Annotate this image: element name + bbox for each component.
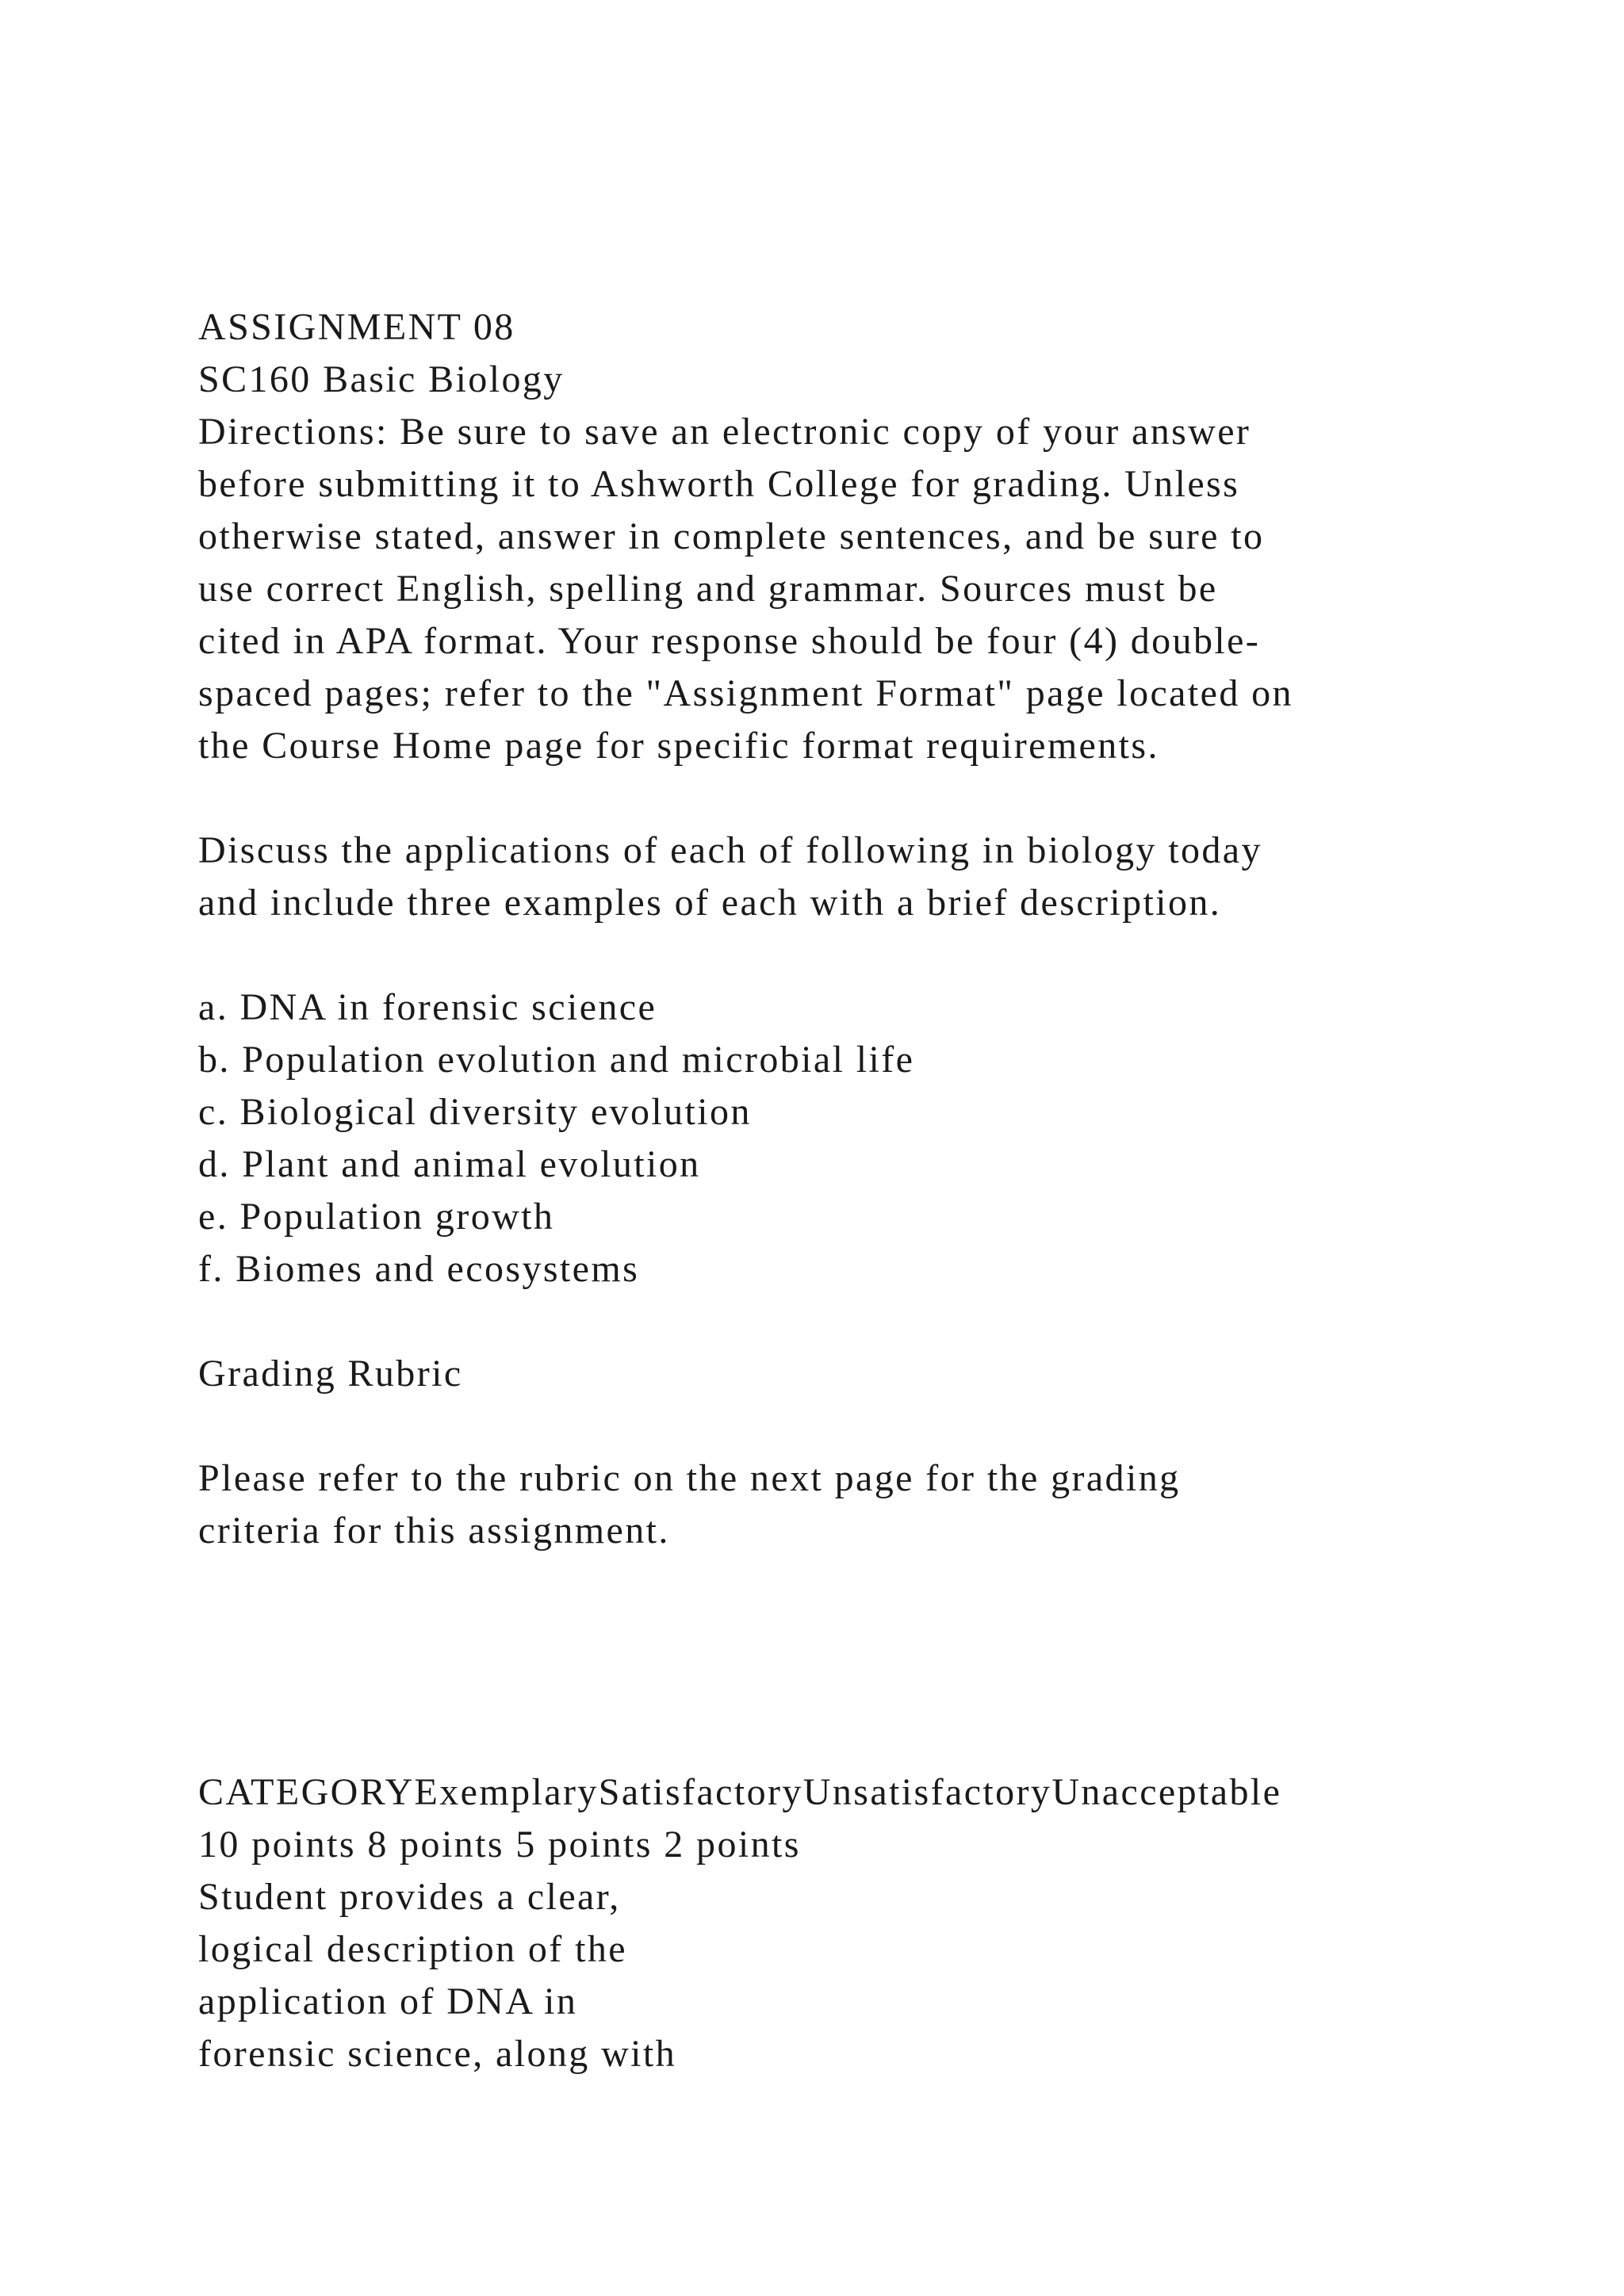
directions-line: use correct English, spelling and grammar. Sources must be xyxy=(198,568,1218,610)
rubric-criterion-line: logical description of the xyxy=(198,1928,627,1970)
directions-line: spaced pages; refer to the "Assignment Format" page located on xyxy=(198,672,1293,714)
rubric-points-row: 10 points 8 points 5 points 2 points xyxy=(198,1823,801,1866)
rubric-note xyxy=(198,1452,1483,1557)
rubric-table-text xyxy=(198,1766,1483,2080)
document-page xyxy=(198,301,1483,2080)
directions-line: the Course Home page for specific format requirements. xyxy=(198,725,1159,767)
list-item: e. Population growth xyxy=(198,1196,555,1238)
assignment-title: ASSIGNMENT 08 xyxy=(198,306,515,348)
list-item: f. Biomes and ecosystems xyxy=(198,1248,640,1290)
prompt-paragraph xyxy=(198,825,1483,929)
prompt-line: and include three examples of each with a brief description. xyxy=(198,882,1222,924)
topic-list xyxy=(198,982,1483,1295)
course-title: SC160 Basic Biology xyxy=(198,358,565,400)
list-item: d. Plant and animal evolution xyxy=(198,1143,701,1185)
rubric-criterion-line: Student provides a clear, xyxy=(198,1876,621,1918)
directions-line: cited in APA format. Your response should be four (4) double- xyxy=(198,620,1261,662)
list-item: b. Population evolution and microbial life xyxy=(198,1039,915,1081)
list-item: a. DNA in forensic science xyxy=(198,986,657,1028)
rubric-criterion-line: forensic science, along with xyxy=(198,2033,677,2075)
prompt-line: Discuss the applications of each of following in biology today xyxy=(198,829,1262,871)
directions-line: Directions: Be sure to save an electronic copy of your answer xyxy=(198,411,1251,453)
list-item: c. Biological diversity evolution xyxy=(198,1091,752,1133)
rubric-criterion-line: application of DNA in xyxy=(198,1980,578,2022)
directions-line: otherwise stated, answer in complete sentences, and be sure to xyxy=(198,515,1265,557)
rubric-note-line: Please refer to the rubric on the next page for the grading xyxy=(198,1457,1181,1499)
rubric-heading: Grading Rubric xyxy=(198,1353,463,1395)
directions-paragraph xyxy=(198,406,1483,772)
rubric-category-header: CATEGORYExemplarySatisfactoryUnsatisfactoryUnacceptable xyxy=(198,1771,1282,1813)
directions-line: before submitting it to Ashworth College for grading. Unless xyxy=(198,463,1240,505)
rubric-note-line: criteria for this assignment. xyxy=(198,1510,670,1552)
